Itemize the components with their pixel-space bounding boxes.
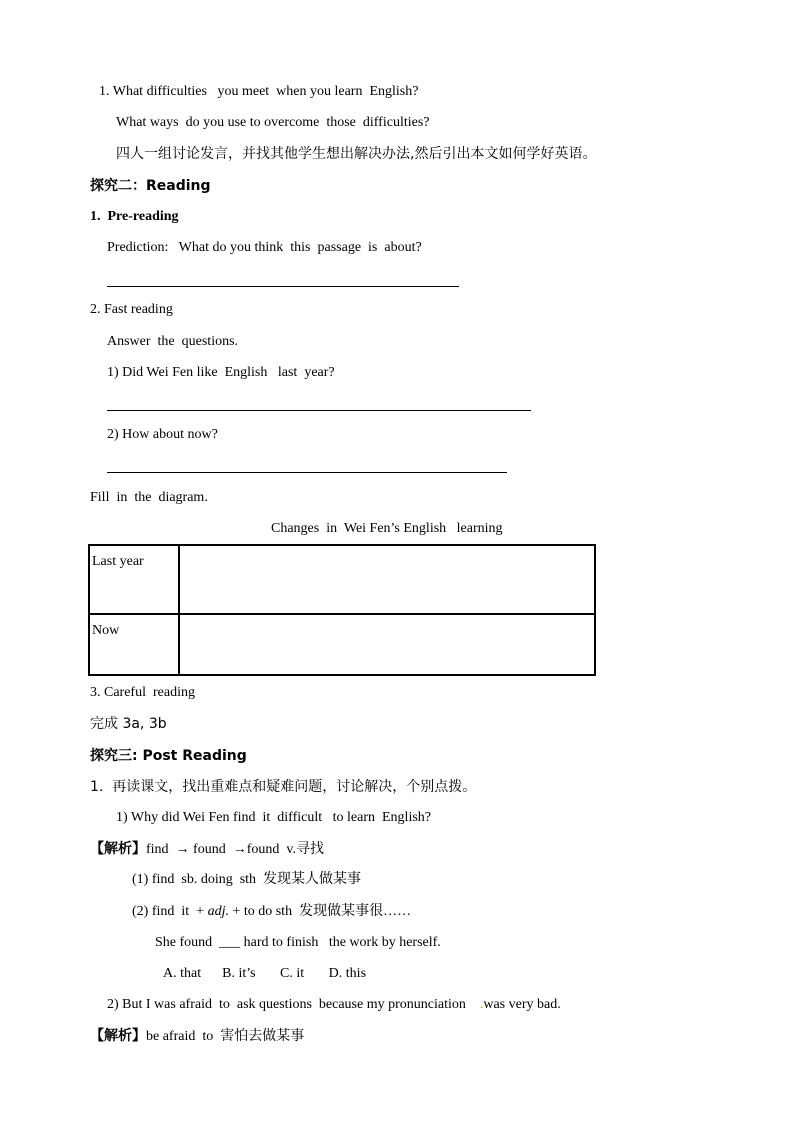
- answer-line-fast-1: [107, 410, 531, 411]
- pre-reading-heading: 1. Pre-reading: [90, 209, 179, 224]
- example-sentence: She found ___ hard to finish the work by herself.: [155, 935, 441, 950]
- complete-exercises: 完成 3a, 3b: [90, 716, 167, 732]
- fill-diagram-instruction: Fill in the diagram.: [90, 490, 208, 505]
- section-heading-explore-2: 探究二：Reading: [90, 178, 211, 194]
- usage-1: (1) find sb. doing sth 发现某人做某事: [132, 872, 362, 887]
- usage-2: (2) find it + adj. + to do sth 发现做某事很……: [132, 904, 412, 919]
- mark-dot: .: [479, 997, 484, 1012]
- answer-questions-label: Answer the questions.: [107, 334, 239, 349]
- question-1-followup: What ways do you use to overcome those difficulties?: [116, 115, 430, 130]
- diagram-label-last-year: Last year: [89, 545, 179, 614]
- careful-reading-heading: 3. Careful reading: [90, 685, 195, 700]
- section-heading-explore-3: 探究三: Post Reading: [90, 748, 247, 764]
- analysis-label: 【解析】: [90, 1028, 146, 1044]
- diagram-row-now: [89, 614, 595, 675]
- answer-options: A. that B. it’s C. it D. this: [163, 966, 367, 981]
- prediction-question: Prediction: What do you think this passage is about?: [107, 240, 422, 255]
- diagram-row-last-year: [89, 545, 595, 614]
- diagram-label-now: Now: [89, 614, 179, 675]
- diagram-cell-last-year[interactable]: [179, 545, 595, 614]
- diagram-title: Changes in Wei Fen’s English learning: [271, 521, 503, 536]
- fast-question-1: 1) Did Wei Fen like English last year?: [107, 365, 335, 380]
- analysis-2-text: be afraid to 害怕去做某事: [146, 1029, 305, 1044]
- post-question-1: 1) Why did Wei Fen find it difficult to learn English?: [116, 810, 431, 825]
- changes-diagram: [88, 544, 596, 676]
- analysis-label: 【解析】: [90, 841, 146, 857]
- post-question-2: 2) But I was afraid to ask questions because my pronunciation .was very bad.: [107, 997, 561, 1012]
- diagram-cell-now[interactable]: [179, 614, 595, 675]
- question-1-instruction: 四人一组讨论发言，并找其他学生想出解决办法,然后引出本文如何学好英语。: [116, 146, 597, 162]
- fast-question-2: 2) How about now?: [107, 427, 218, 442]
- answer-line-fast-2: [107, 472, 507, 473]
- post-reading-task: 1. 再读课文，找出重难点和疑难问题，讨论解决，个别点拨。: [90, 779, 477, 795]
- analysis-2: [90, 1027, 304, 1046]
- answer-line-prediction: [107, 286, 459, 287]
- analysis-1: [90, 840, 324, 859]
- question-1: 1. What difficulties you meet when you learn English?: [99, 84, 419, 99]
- fast-reading-heading: 2. Fast reading: [90, 302, 173, 317]
- analysis-1-text: find → found →found v.寻找: [146, 842, 324, 857]
